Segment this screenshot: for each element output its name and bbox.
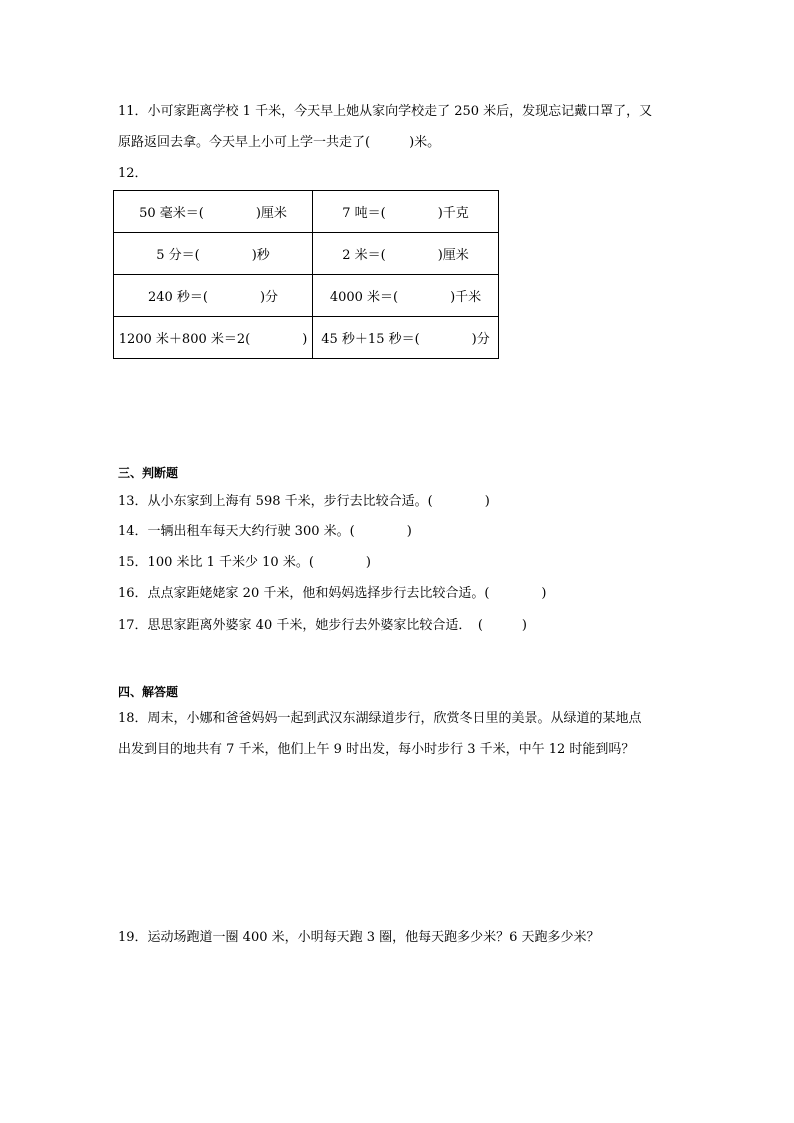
table-cell: 1200 米＋800 米＝2( ): [114, 317, 313, 359]
question-18-line-1: 18．周末，小娜和爸爸妈妈一起到武汉东湖绿道步行，欣赏冬日里的美景。从绿道的某地点: [118, 711, 642, 726]
table-cell: 4000 米＝( )千米: [313, 275, 499, 317]
question-15: 15．100 米比 1 千米少 10 米。( ): [118, 555, 371, 570]
table-row: [114, 317, 499, 359]
table-cell: 7 吨＝( )千克: [313, 191, 499, 233]
table-cell: 45 秒＋15 秒＝( )分: [313, 317, 499, 359]
section-heading: 四、解答题: [118, 685, 179, 699]
question-17: 17．思思家距离外婆家 40 千米，她步行去外婆家比较合适． ( ): [118, 618, 527, 633]
table-row: [114, 191, 499, 233]
table-row: [114, 275, 499, 317]
question-13: 13．从小东家到上海有 598 千米，步行去比较合适。( ): [118, 494, 490, 509]
table-row: [114, 233, 499, 275]
section-heading: 三、判断题: [118, 466, 179, 480]
table-cell: 2 米＝( )厘米: [313, 233, 499, 275]
question-19: 19．运动场跑道一圈 400 米，小明每天跑 3 圈，他每天跑多少米？6 天跑多少米？: [118, 930, 600, 945]
question-12-label: 12．: [118, 166, 148, 181]
question-16: 16．点点家距姥姥家 20 千米，他和妈妈选择步行去比较合适。( ): [118, 586, 547, 601]
question-18-line-2: 出发到目的地共有 7 千米，他们上午 9 时出发，每小时步行 3 千米，中午 12 时能到吗？: [118, 742, 635, 757]
conversion-table: [113, 190, 499, 359]
question-14: 14．一辆出租车每天大约行驶 300 米。( ): [118, 524, 412, 539]
question-11-line-1: 11．小可家距离学校 1 千米，今天早上她从家向学校走了 250 米后，发现忘记戴口罩了，又: [118, 104, 653, 119]
question-11-line-2: 原路返回去拿。今天早上小可上学一共走了( )米。: [118, 135, 441, 150]
table-cell: 240 秒＝( )分: [114, 275, 313, 317]
table-cell: 50 毫米＝( )厘米: [114, 191, 313, 233]
table-cell: 5 分＝( )秒: [114, 233, 313, 275]
